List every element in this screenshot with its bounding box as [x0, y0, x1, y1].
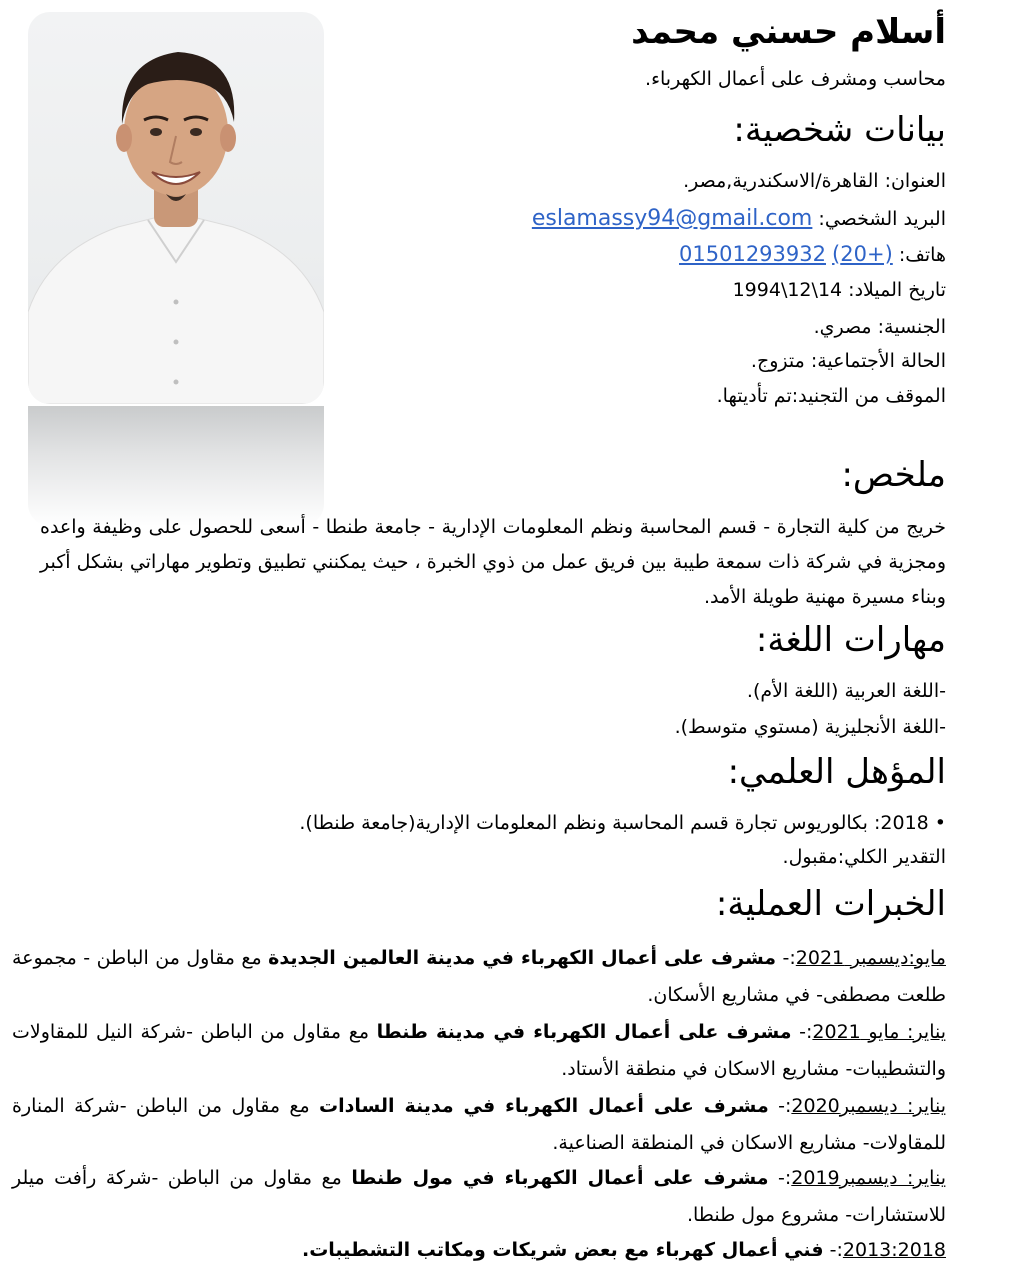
experience-role: مشرف على أعمال الكهرباء في مول طنطا — [351, 1167, 769, 1189]
experience-period: 2013:2018 — [842, 1239, 946, 1261]
experience-period: يناير: مايو 2021 — [812, 1021, 947, 1043]
experience-separator: :- — [791, 1021, 813, 1043]
degree-line: • 2018: بكالوريوس تجارة قسم المحاسبة ونظم المعلومات الإدارية(جامعة طنطا). — [299, 812, 946, 834]
experience-details: مع مقاول من الباطن -شركة المنارة للمقاولات- مشاريع الاسكان في المنطقة الصناعية. — [12, 1095, 946, 1154]
full-name: أسلام حسني محمد — [631, 12, 946, 52]
experience-separator: :- — [823, 1239, 843, 1261]
photo-reflection — [28, 406, 324, 526]
experience-separator: :- — [768, 1167, 792, 1189]
personal-info-heading: بيانات شخصية: — [733, 110, 946, 150]
experience-details: مع مقاول من الباطن - مجموعة طلعت مصطفى- في مشاريع الأسكان. — [12, 947, 946, 1006]
experience-period: يناير: ديسمبر2019 — [791, 1167, 946, 1189]
experience-separator: :- — [768, 1095, 792, 1117]
summary-heading: ملخص: — [841, 455, 946, 495]
language-item: -اللغة العربية (اللغة الأم). — [746, 680, 946, 702]
grade-line: التقدير الكلي:مقبول. — [782, 846, 946, 868]
experience-item — [12, 1014, 946, 1088]
address: العنوان: القاهرة/الاسكندرية,مصر. — [683, 170, 946, 192]
email-row — [532, 206, 946, 231]
summary-text: خريج من كلية التجارة - قسم المحاسبة ونظم المعلومات الإدارية - جامعة طنطا - أسعى للحصول على وظيفة واعده ومجزية في شركة ذات سمعة طيبة بين فريق عمل من ذوي الخبرة ، حيث يمكنني تطبيق وتطوير مهاراتي بشكل أكبر وبناء مسيرة مهنية طويلة الأمد. — [40, 516, 946, 608]
experience-item — [12, 1232, 946, 1269]
experience-period: مايو:ديسمبر 2021 — [795, 947, 946, 969]
email-label: البريد الشخصي: — [812, 208, 946, 230]
phone-code[interactable]: (+20) — [832, 242, 893, 266]
profile-photo-frame — [28, 12, 324, 526]
phone-number[interactable]: 01501293932 — [679, 242, 826, 266]
phone-label: هاتف: — [892, 244, 946, 266]
military-status: الموقف من التجنيد:تم تأديتها. — [716, 385, 946, 407]
experience-details: مع مقاول من الباطن -شركة النيل للمقاولات والتشطيبات- مشاريع الاسكان في منطقة الأستاد. — [12, 1021, 946, 1080]
experience-role: مشرف على أعمال الكهرباء في مدينة طنطا — [376, 1021, 792, 1043]
experience-details: مع مقاول من الباطن -شركة رأفت ميلر للاستشارات- مشروع مول طنطا. — [12, 1167, 946, 1226]
languages-heading: مهارات اللغة: — [755, 620, 946, 660]
language-item: -اللغة الأنجليزية (مستوي متوسط). — [674, 716, 946, 738]
experience-role: فني أعمال كهرباء مع بعض شريكات ومكاتب التشطيبات. — [301, 1239, 824, 1261]
marital-status: الحالة الأجتماعية: متزوج. — [750, 350, 946, 372]
phone-row — [679, 242, 946, 266]
experience-heading: الخبرات العملية: — [715, 884, 946, 924]
experience-role: مشرف على أعمال الكهرباء في مدينة السادات — [319, 1095, 769, 1117]
portrait-illustration — [28, 12, 324, 404]
email-link[interactable]: eslamassy94@gmail.com — [531, 206, 813, 231]
nationality: الجنسية: مصري. — [813, 316, 946, 338]
experience-role: مشرف على أعمال الكهرباء في مدينة العالمين الجديدة — [268, 947, 777, 969]
experience-item — [12, 1160, 946, 1234]
birth-date: تاريخ الميلاد: 14\12\1994 — [732, 279, 946, 301]
education-heading: المؤهل العلمي: — [727, 752, 946, 792]
profile-photo — [28, 12, 324, 404]
experience-item — [12, 940, 946, 1014]
job-title: محاسب ومشرف على أعمال الكهرباء. — [645, 68, 946, 90]
experience-separator: :- — [776, 947, 796, 969]
experience-period: يناير: ديسمبر2020 — [791, 1095, 946, 1117]
experience-item — [12, 1088, 946, 1162]
